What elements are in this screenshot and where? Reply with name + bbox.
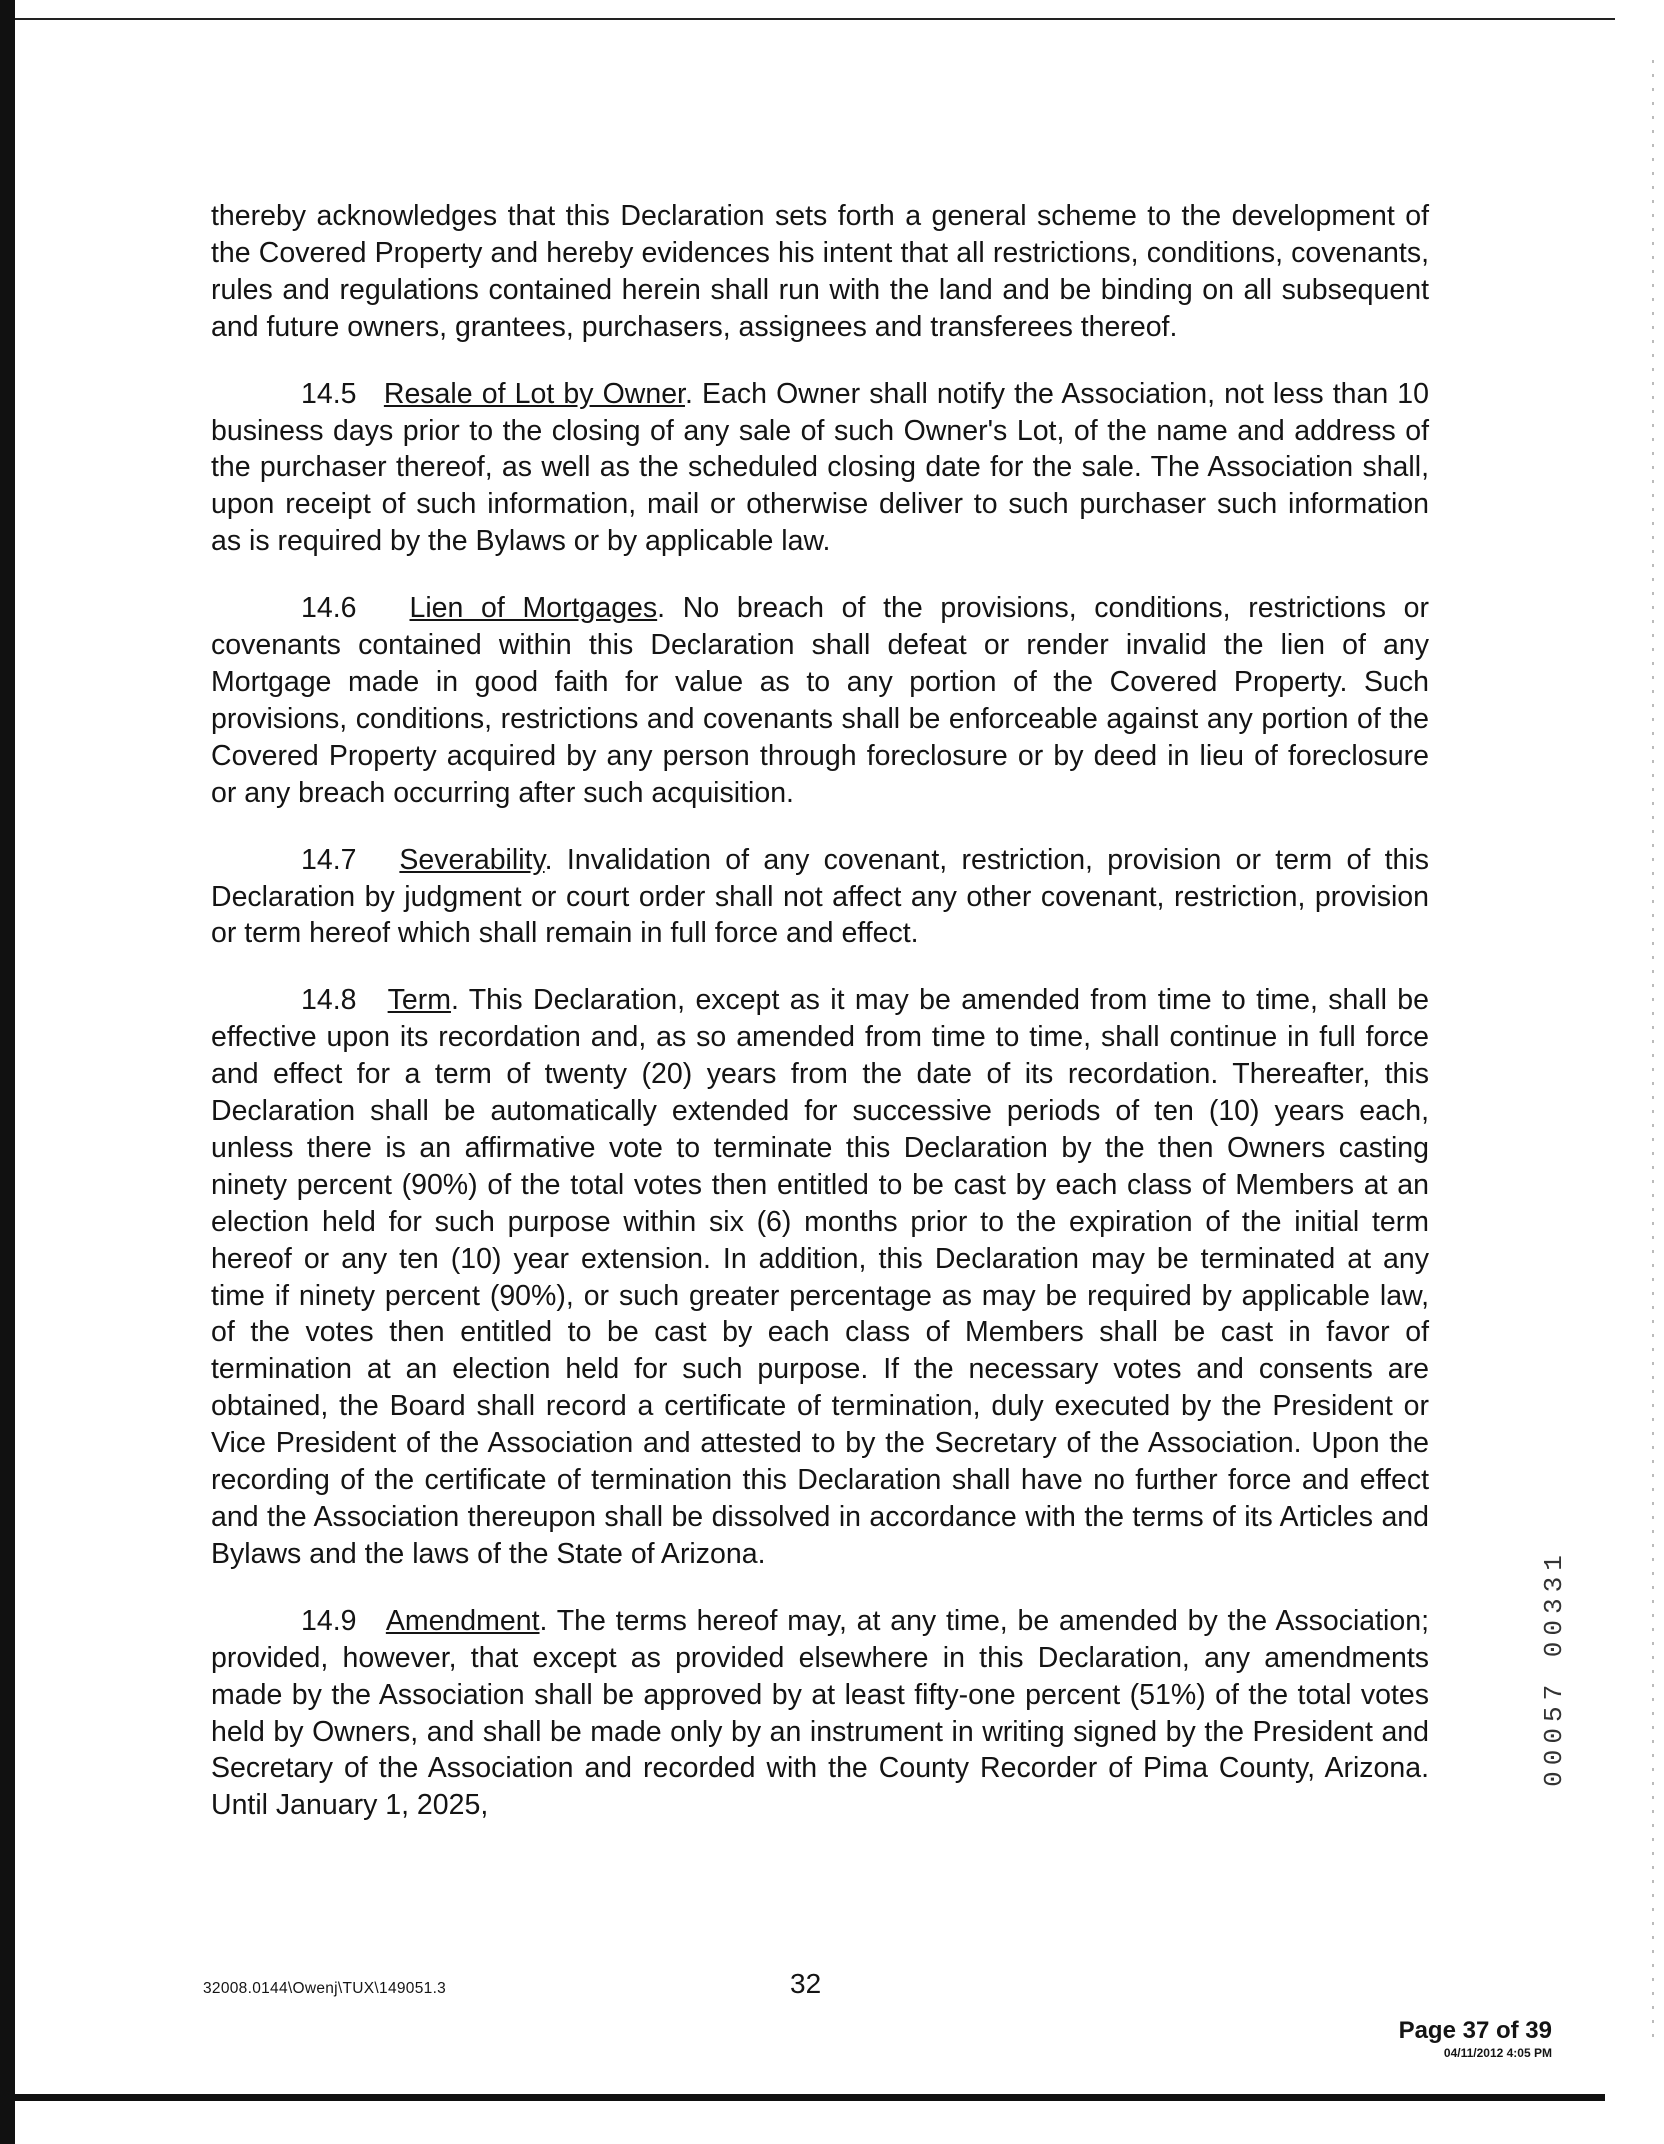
section-heading: Term (387, 984, 451, 1017)
section-14-7: 14.7 Severability. Invalidation of any covenant, restriction, provision or term of this Declaration by judgment or court order shall not affect any other covenant, restriction, provision or term hereof which shall remain in full force and effect. (211, 843, 1429, 950)
section-number: 14.7 (301, 843, 357, 876)
section-heading: Lien of Mortgages (409, 592, 658, 625)
section-text: Each Owner shall notify the Association, not less than 10 business days prior to the closing of any sale of such Owner's Lot, of the name and address of the purchaser thereof, as well as the scheduled closing date for the sale. The Association shall, upon receipt of such information, mail or otherwise deliver to such purchaser such information as is required by the Bylaws or by applicable law. (211, 377, 1430, 558)
section-text: Invalidation of any covenant, restriction, provision or term of this Declaration by judgment or court order shall not affect any other covenant, restriction, provision or term hereof which shall remain in full force and effect. (211, 843, 1429, 950)
recording-number: 00057 00331 (1539, 1548, 1569, 1787)
section-heading: Amendment (385, 1604, 540, 1637)
document-body (211, 198, 1429, 1854)
bottom-scan-border (15, 2094, 1605, 2101)
page-count-label: Page 37 of 39 (1398, 2017, 1552, 2044)
section-heading: Severability (399, 843, 545, 876)
footer-document-id: 32008.0144\Owenj\TUX\149051.3 (203, 1980, 447, 1997)
section-14-9: 14.9 Amendment. The terms hereof may, at any time, be amended by the Association; provided, however, that except as provided elsewhere in this Declaration, any amendments made by the Association shall be approved by at least fifty-one percent (51%) of the total votes held by Owners, and shall be made only by an instrument in writing signed by the President and Secretary of the Association and recorded with the County Recorder of Pima County, Arizona. Until January 1, 2025, (211, 1604, 1429, 1822)
page-timestamp: 04/11/2012 4:05 PM (1443, 2046, 1552, 2060)
section-text: This Declaration, except as it may be amended from time to time, shall be effective upon its recordation and, as so amended from time to time, shall continue in full force and effect for a term of twenty (20) years from the date of its recordation. Thereafter, this Declaration shall be automatically extended for successive periods of ten (10) years each, unless there is an affirmative vote to terminate this Declaration by the then Owners casting ninety percent (90%) of the total votes then entitled to be cast by each class of Members at an election held for such purpose within six (6) months prior to the expiration of the initial term hereof or any ten (10) year extension. In addition, this Declaration may be terminated at any time if ninety percent (90%), or such greater percentage as may be required by applicable law, of the votes then entitled to be cast by each class of Members shall be cast in favor of termination at an election held for such purpose. If the necessary votes and consents are obtained, the Board shall record a certificate of termination, duly executed by the President or Vice President of the Association and attested to by the Secretary of the Association. Upon the recording of the certificate of termination this Declaration shall have no further force and effect and the Association thereupon shall be dissolved in accordance with the terms of its Articles and Bylaws and the laws of the State of Arizona. (211, 984, 1429, 1570)
recording-stamp (1541, 1505, 1567, 1830)
section-14-5: 14.5 Resale of Lot by Owner. Each Owner shall notify the Association, not less than 10 business days prior to the closing of any sale of such Owner's Lot, of the name and address of the purchaser thereof, as well as the scheduled closing date for the sale. The Association shall, upon receipt of such information, mail or otherwise deliver to such purchaser such information as is required by the Bylaws or by applicable law. (211, 377, 1430, 558)
section-number: 14.9 (301, 1604, 357, 1637)
section-14-8: 14.8 Term. This Declaration, except as it may be amended from time to time, shall be effective upon its recordation and, as so amended from time to time, shall continue in full force and effect for a term of twenty (20) years from the date of its recordation. Thereafter, this Declaration shall be automatically extended for successive periods of ten (10) years each, unless there is an affirmative vote to terminate this Declaration by the then Owners casting ninety percent (90%) of the total votes then entitled to be cast by each class of Members at an election held for such purpose within six (6) months prior to the expiration of the initial term hereof or any ten (10) year extension. In addition, this Declaration may be terminated at any time if ninety percent (90%), or such greater percentage as may be required by applicable law, of the votes then entitled to be cast by each class of Members shall be cast in favor of termination at an election held for such purpose. If the necessary votes and consents are obtained, the Board shall record a certificate of termination, duly executed by the President or Vice President of the Association and attested to by the Secretary of the Association. Upon the recording of the certificate of termination this Declaration shall have no further force and effect and the Association thereupon shall be dissolved in accordance with the terms of its Articles and Bylaws and the laws of the State of Arizona. (211, 984, 1429, 1570)
section-text: The terms hereof may, at any time, be amended by the Association; provided, however, that except as provided elsewhere in this Declaration, any amendments made by the Association shall be approved by at least fifty-one percent (51%) of the total votes held by Owners, and shall be made only by an instrument in writing signed by the President and Secretary of the Association and recorded with the County Recorder of Pima County, Arizona. Until January 1, 2025, (211, 1604, 1429, 1822)
section-heading: Resale of Lot by Owner (383, 377, 685, 410)
footer-page-number: 32 (790, 1968, 822, 1999)
section-14-6: 14.6 Lien of Mortgages. No breach of the provisions, conditions, restrictions or covenants contained within this Declaration shall defeat or render invalid the lien of any Mortgage made in good faith for value as to any portion of the Covered Property. Such provisions, conditions, restrictions and covenants shall be enforceable against any portion of the Covered Property acquired by any person through foreclosure or by deed in lieu of foreclosure or any breach occurring after such acquisition. (211, 592, 1429, 809)
section-text: No breach of the provisions, conditions, restrictions or covenants contained within this Declaration shall defeat or render invalid the lien of any Mortgage made in good faith for value as to any portion of the Covered Property. Such provisions, conditions, restrictions and covenants shall be enforceable against any portion of the Covered Property acquired by any person through foreclosure or by deed in lieu of foreclosure or any breach occurring after such acquisition. (211, 592, 1429, 809)
section-number: 14.8 (301, 984, 357, 1017)
left-scan-border (0, 0, 15, 2144)
paragraph-continuation: thereby acknowledges that this Declaration sets forth a general scheme to the development of the Covered Property and hereby evidences his intent that all restrictions, conditions, covenants, rules and regulations contained herein shall run with the land and be binding on all subsequent and future owners, grantees, purchasers, assignees and transferees thereof. (211, 200, 1429, 343)
top-scan-border (15, 18, 1615, 20)
section-number: 14.5 (301, 377, 357, 410)
right-scan-edge (1652, 60, 1654, 2040)
section-number: 14.6 (301, 592, 357, 625)
